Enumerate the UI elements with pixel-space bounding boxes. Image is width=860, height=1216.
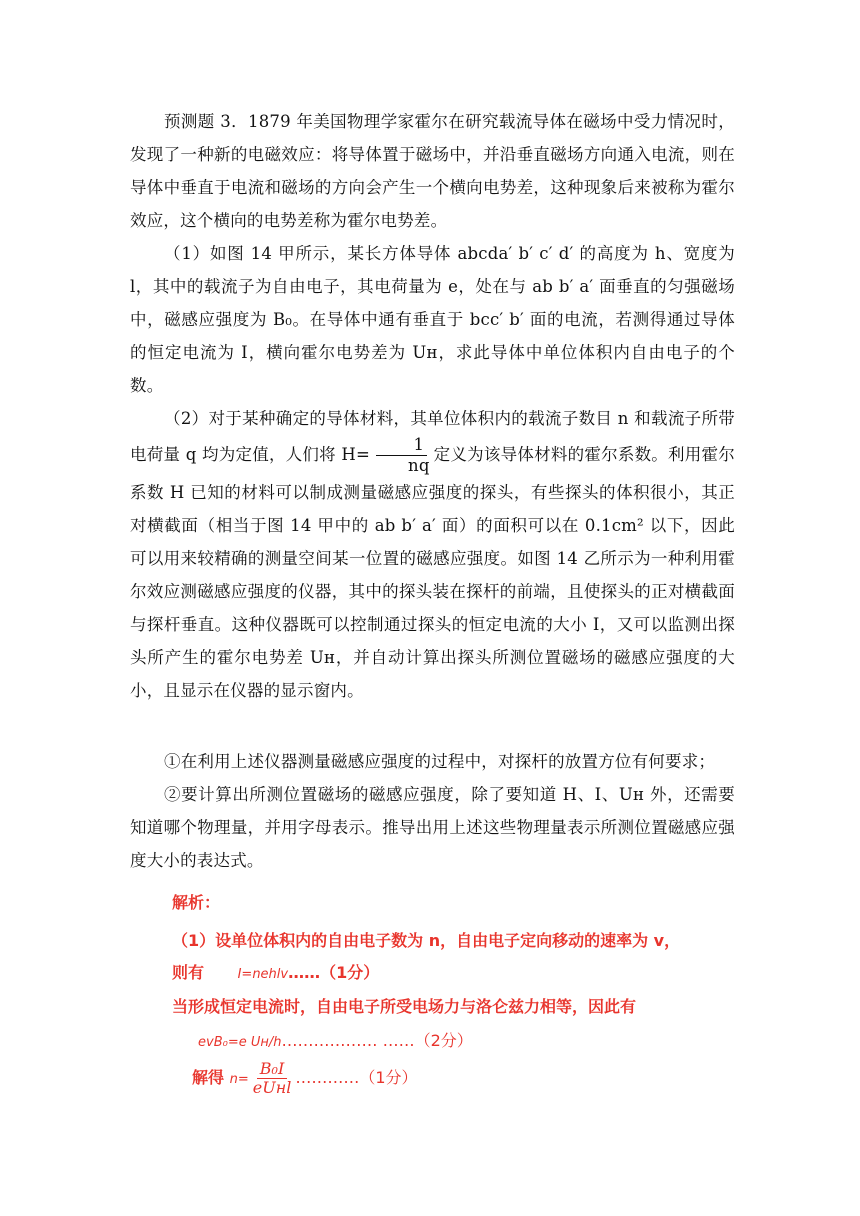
answer-line-4-tail: ……………… ……（2分） bbox=[281, 1031, 473, 1050]
problem-intro: 预测题 3．1879 年美国物理学家霍尔在研究载流导体在磁场中受力情况时，发现了一种新的电磁效应：将导体置于磁场中，并沿垂直磁场方向通入电流，则在导体中垂直于电流和磁场的方向会产生一个横向电势差，这种现象后来被称为霍尔效应，这个横向的电势差称为霍尔电势差。 bbox=[130, 112, 735, 230]
answer-line-4 bbox=[198, 1028, 473, 1051]
answer-line-4-formula: evB₀=e Uн/h bbox=[198, 1035, 282, 1050]
answer-fraction-denominator: eUнl bbox=[252, 1078, 292, 1097]
fraction-denominator: nq bbox=[408, 456, 430, 475]
question-2: ②要计算出所测位置磁场的磁感应强度，除了要知道 H、I、Uн 外，还需要知道哪个物理量，并用字母表示。推导出用上述这些物理量表示所测位置磁感应强度大小的表达式。 bbox=[130, 785, 735, 870]
answer-line-5 bbox=[192, 1060, 418, 1097]
part2-text-a: （2）对于某种确定的导体材料，其单位体积内的载流子数目 n 和载流子所带电荷量 q 均为定值，人们将 H= bbox=[130, 409, 735, 464]
answer-heading: 解析： bbox=[172, 893, 221, 912]
answer-fraction-numerator: B₀I bbox=[257, 1060, 288, 1079]
answer-line-5-label: 解得 bbox=[192, 1068, 225, 1087]
answer-line-5-prefix: n= bbox=[229, 1072, 249, 1087]
answer-line-5-tail: …………（1分） bbox=[295, 1068, 418, 1087]
answer-line-3: 当形成恒定电流时，自由电子所受电场力与洛仑兹力相等，因此有 bbox=[172, 997, 637, 1016]
question-1: ①在利用上述仪器测量磁感应强度的过程中，对探杆的放置方位有何要求； bbox=[164, 752, 716, 771]
answer-line-2-formula: I=nehlv bbox=[237, 967, 289, 982]
fraction-numerator: 1 bbox=[376, 435, 427, 456]
problem-part-1: （1）如图 14 甲所示，某长方体导体 abcda′ b′ c′ d′ 的高度为 h、宽度为 l，其中的载流子为自由电子，其电荷量为 e，处在与 ab b′ a′ 面垂直的匀强磁场中，磁感应强度为 B₀。在导体中通有垂直于 bcc′ b′ 面的电流，若测得通过导体的恒定电流为 I，横向霍尔电势差为 Uн，求此导体中单位体积内自由电子的个数。 bbox=[130, 244, 735, 395]
answer-fraction bbox=[253, 1060, 292, 1097]
hall-coefficient-fraction bbox=[372, 435, 432, 476]
answer-line-1: （1）设单位体积内的自由电子数为 n，自由电子定向移动的速率为 v， bbox=[172, 931, 681, 950]
answer-line-2 bbox=[172, 960, 379, 983]
answer-line-2-label: 则有 bbox=[172, 963, 205, 982]
part2-text-b: 定义为该导体材料的霍尔系数。利用霍尔系数 H 已知的材料可以制成测量磁感应强度的探头，有些探头的体积很小，其正对横截面（相当于图 14 甲中的 ab b′ a′ 面）的面积可以在 0.1cm² 以下，因此可以用来较精确的测量空间某一位置的磁感应强度。如图 14 乙所示为一种利用霍尔效应测磁感应强度的仪器，其中的探头装在探杆的前端，且使探头的正对横截面与探杆垂直。这种仪器既可以控制通过探头的恒定电流的大小 I，又可以监测出探头所产生的霍尔电势差 Uн，并自动计算出探头所测位置磁场的磁感应强度的大小，且显示在仪器的显示窗内。 bbox=[130, 445, 735, 700]
answer-line-2-tail: ……（1分） bbox=[288, 963, 380, 982]
problem-part-2 bbox=[130, 402, 735, 707]
